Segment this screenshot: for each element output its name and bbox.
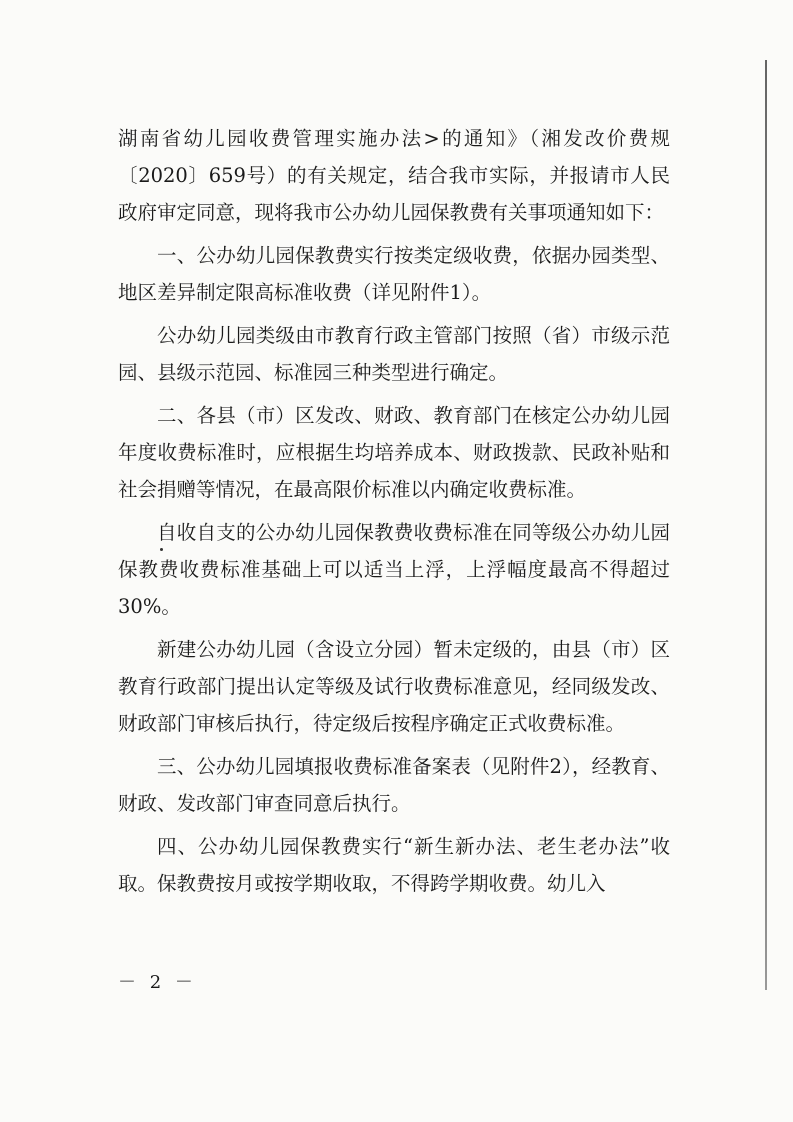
paragraph-item-3: 三、公办幼儿园填报收费标准备案表（见附件2），经教育、财政、发改部门审查同意后执行。: [118, 755, 670, 815]
scan-edge-line: [765, 60, 767, 990]
paragraph-item-2-self-funded: 自收自支的公办幼儿园保教费收费标准在同等级公办幼儿园保教费收费标准基础上可以适当上浮，上浮幅度最高不得超过30%。: [118, 521, 670, 618]
paragraph-item-1-detail: 公办幼儿园类级由市教育行政主管部门按照（省）市级示范园、县级示范园、标准园三种类型进行确定。: [118, 324, 670, 384]
body-text: [118, 120, 670, 908]
paragraph-intro: 湖南省幼儿园收费管理实施办法>的通知》（湘发改价费规〔2020〕659号）的有关规定，结合我市实际，并报请市人民政府审定同意，现将我市公办幼儿园保教费有关事项通知如下：: [118, 127, 670, 224]
paragraph-item-1: 一、公办幼儿园保教费实行按类定级收费，依据办园类型、地区差异制定限高标准收费（详见附件1）。: [118, 244, 670, 304]
page-number: － 2 －: [118, 972, 197, 993]
paragraph-item-4: 四、公办幼儿园保教费实行“新生新办法、老生老办法”收取。保教费按月或按学期收取，不得跨学期收费。幼儿入: [118, 835, 670, 895]
paragraph-item-2: 二、各县（市）区发改、财政、教育部门在核定公办幼儿园年度收费标准时，应根据生均培养成本、财政拨款、民政补贴和社会捐赠等情况，在最高限价标准以内确定收费标准。: [118, 404, 670, 501]
paragraph-item-2-new-kindergarten: 新建公办幼儿园（含设立分园）暂未定级的，由县（市）区教育行政部门提出认定等级及试行收费标准意见，经同级发改、财政部门审核后执行，待定级后按程序确定正式收费标准。: [118, 638, 670, 735]
